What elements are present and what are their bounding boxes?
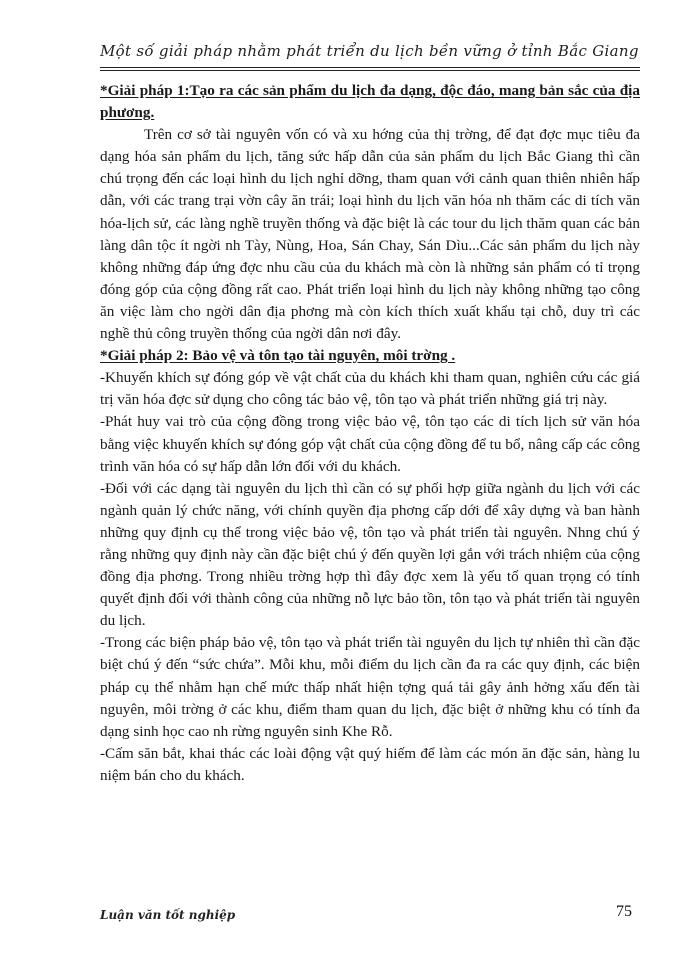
list-item: -Cấm săn bắt, khai thác các loài động vật quý hiếm để làm các món ăn đặc sản, hàng lu niệm bán cho du khách. <box>100 744 640 784</box>
solution2-heading: *Giải pháp 2: Bảo vệ và tôn tạo tài nguyên, môi trờng . <box>100 347 456 365</box>
solution1-heading: *Giải pháp 1:Tạo ra các sản phẩm du lịch đa dạng, độc đáo, mang bản sắc của địa phương. <box>100 82 640 122</box>
footer-label: Luận văn tốt nghiệp <box>100 908 236 922</box>
solution1-paragraph: Trên cơ sở tài nguyên vốn có và xu hớng của thị trờng, để đạt đợc mục tiêu đa dạng hóa sản phẩm du lịch, tăng sức hấp dẫn của sản phẩm du lịch Bắc Giang thì cần chú trọng đến các loại hình du lịch nghỉ dỡng, tham quan với cảnh quan thiên nhiên hấp dẫn, với các trang trại vờn cây ăn trái; loại hình du lịch văn hóa nh thăm các di tích văn hóa-lịch sử, các làng nghề truyền thống và đặc biệt là các tour du lịch thăm quan các bản làng dân tộc ít ngời nh Tày, Nùng, Hoa, Sán Chay, Sán Dìu...Các sản phẩm du lịch này không những đáp ứng đợc nhu cầu của du khách mà còn là những sản phẩm có tỉ trọng đóng góp của cộng đồng rất cao. Phát triển loại hình du lịch này không những tạo công ăn việc làm cho ngời dân địa phơng mà còn kích thích xuất khẩu tại chỗ, duy trì các nghề thủ công truyền thống của ngời dân nơi đây. <box>100 126 640 343</box>
header-rule-thin <box>100 70 640 71</box>
header-rule <box>100 67 640 68</box>
page-number: 75 <box>616 903 632 920</box>
running-header: Một số giải pháp nhằm phát triển du lịch bền vững ở tỉnh Bắc Giang <box>100 42 639 60</box>
list-item: -Khuyến khích sự đóng góp về vật chất của du khách khi tham quan, nghiên cứu các giá trị văn hóa đợc sử dụng cho công tác bảo vệ, tôn tạo và phát triển những giá trị này. <box>100 369 640 409</box>
list-item: -Phát huy vai trò của cộng đồng trong việc bảo vệ, tôn tạo các di tích lịch sử văn hóa bằng việc khuyến khích sự đóng góp vật chất của cộng đồng để tu bổ, nâng cấp các công trình văn hóa có sự hấp dẫn lớn đối với du khách. <box>100 413 640 475</box>
list-item: -Đối với các dạng tài nguyên du lịch thì cần có sự phối hợp giữa ngành du lịch với các ngành quản lý chức năng, với chính quyền địa phơng cấp dới để xây dựng và ban hành những quy định cụ thể trong việc bảo vệ, tôn tạo và phát triển tài nguyên. Nhng chú ý rằng những quy định này cần đặc biệt chú ý đến quyền lợi gắn với trách nhiệm của cộng đồng địa phơng. Trong nhiều trờng hợp thì đây đợc xem là yếu tố quan trọng có tính quyết định đối với thành công của những nỗ lực bảo tồn, tôn tạo và phát triển tài nguyên du lịch. <box>100 479 640 630</box>
list-item: -Trong các biện pháp bảo vệ, tôn tạo và phát triển tài nguyên du lịch tự nhiên thì cần đặc biệt chú ý đến “sức chứa”. Mỗi khu, mỗi điểm du lịch cần đa ra các quy định, các biện pháp cụ thể nhằm hạn chế mức thấp nhất hiện tợng quá tải gây ảnh hởng xấu đến tài nguyên, môi trờng ở các khu, điểm tham quan du lịch, đặc biệt ở những khu có tính đa dạng sinh học cao nh rừng nguyên sinh Khe Rỗ. <box>100 634 640 740</box>
body-text <box>100 80 640 787</box>
